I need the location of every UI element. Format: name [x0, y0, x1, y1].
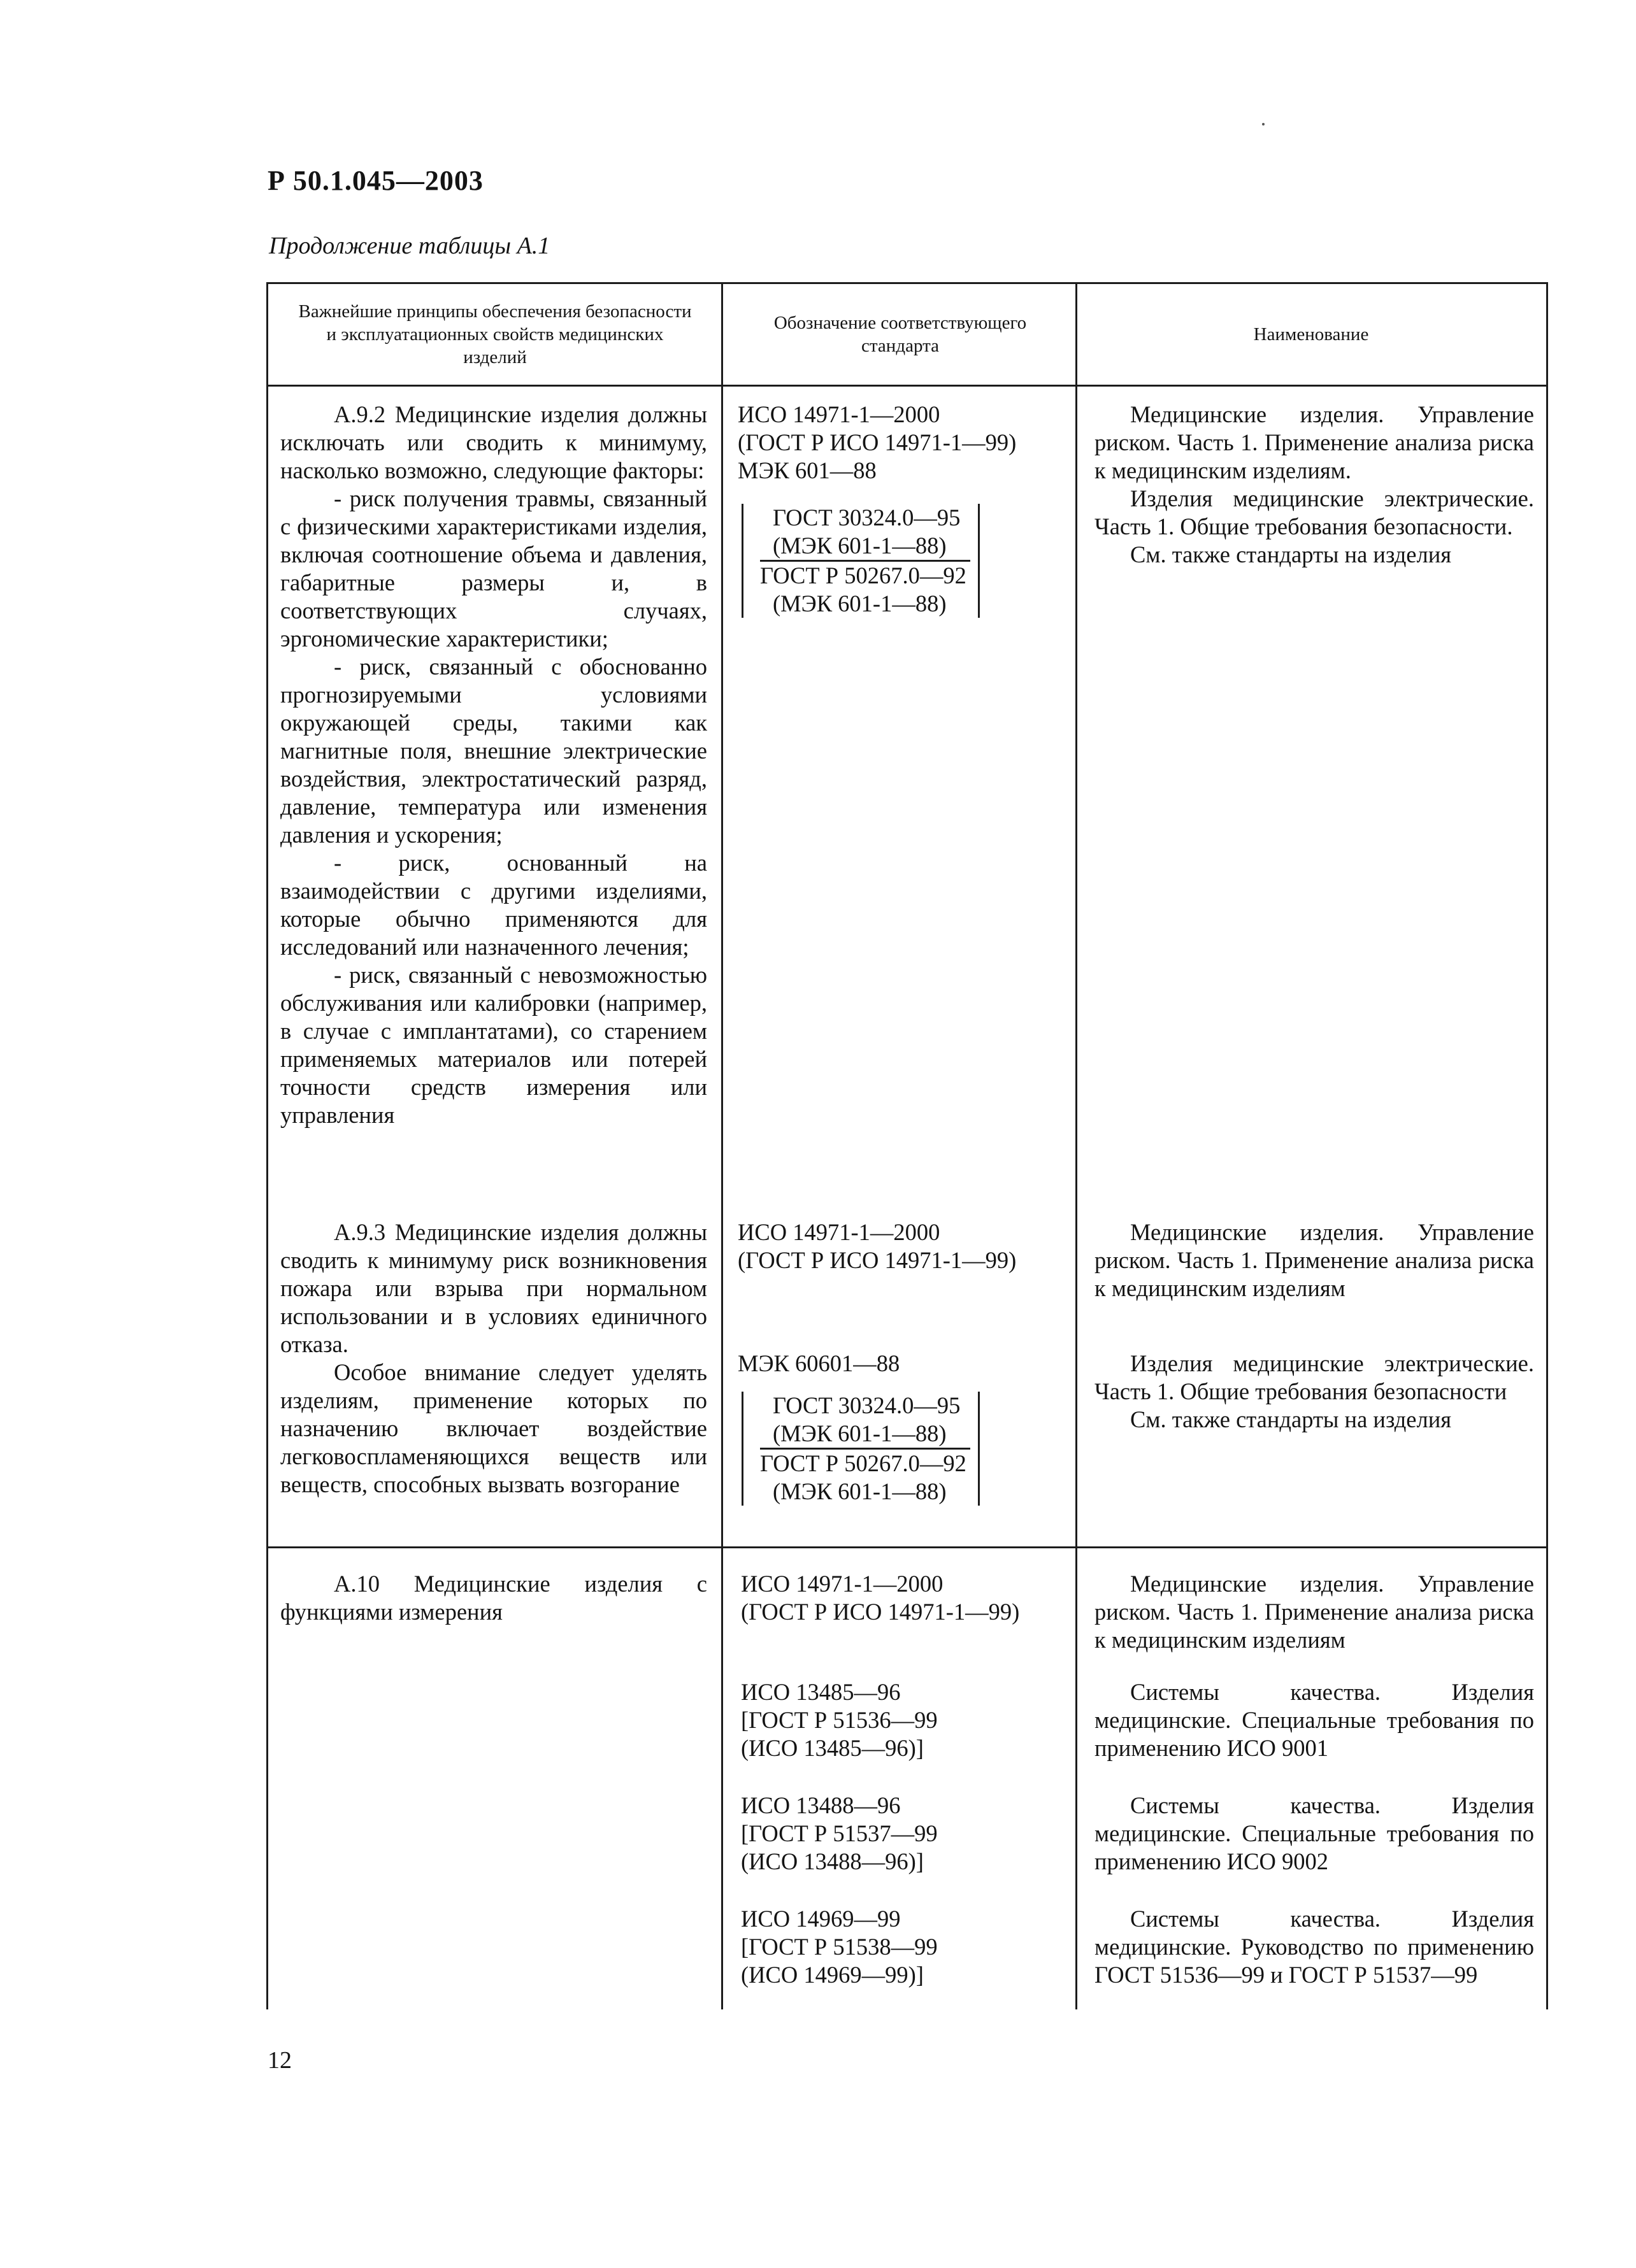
principle-text: - риск, связанный с невозможностью обслуживания или калибровки (например, в случае с имплантатами), со старением применяемых материалов или потерей точности средств измерения или управления: [280, 962, 707, 1128]
column-header-principles: Важнейшие принципы обеспечения безопасности и эксплуатационных свойств медицинских изделий: [298, 301, 692, 368]
principle-cell-a93: [280, 1218, 707, 1499]
standard-title: Медицинские изделия. Управление риском. Часть 1. Применение анализа риска к медицинским изделиям.: [1094, 401, 1534, 483]
standard-title: Медицинские изделия. Управление риском. Часть 1. Применение анализа риска к медицинским изделиям: [1094, 1571, 1534, 1653]
document-code: Р 50.1.045—2003: [268, 165, 484, 196]
standard-designation: [ГОСТ Р 51538—99: [741, 1934, 938, 1960]
standard-designation: (ГОСТ Р ИСО 14971-1—99): [738, 429, 1017, 455]
standard-cell-a10: [741, 1570, 1072, 1989]
standards-table: [266, 282, 1548, 2009]
name-cell-a93: [1094, 1218, 1534, 1434]
principle-text: - риск, основанный на взаимодействии с другими изделиями, которые обычно применяются для исследований или назначенного лечения;: [280, 850, 707, 960]
standard-designation: МЭК 601—88: [738, 457, 877, 483]
standard-cell-a93: [738, 1218, 1069, 1506]
standard-entry: [741, 1905, 1072, 1989]
principle-text: Особое внимание следует уделять изделиям, применение которых по назначению включает воздействие легковоспламеняющихся веществ или веществ, способных вызвать возгорание: [280, 1359, 707, 1497]
standard-designation: (МЭК 601-1—88): [773, 532, 947, 559]
standard-designation: ИСО 13485—96: [741, 1679, 901, 1705]
standard-designation: ИСО 13488—96: [741, 1792, 901, 1818]
bracketed-standards: [742, 1392, 980, 1506]
standard-entry: [741, 1570, 1072, 1626]
name-cell-a10: [1094, 1570, 1534, 1989]
column-header-name: Наименование: [1253, 324, 1369, 345]
standard-title: Системы качества. Изделия медицинские. Специальные требования по применению ИСО 9002: [1094, 1792, 1534, 1874]
standard-designation: (ГОСТ Р ИСО 14971-1—99): [738, 1247, 1017, 1273]
principle-text: - риск, связанный с обоснованно прогнозируемыми условиями окружающей среды, такими как магнитные поля, внешние электрические воздействия, электростатический разряд, давление, температура или изменения давления и ускорения;: [280, 653, 707, 848]
standard-designation: МЭК 60601—88: [738, 1350, 900, 1376]
standard-title: Системы качества. Изделия медицинские. Руководство по применению ГОСТ 51536—99 и ГОСТ Р 51537—99: [1094, 1906, 1534, 1988]
table-border-left: [266, 282, 268, 2009]
standard-designation: ГОСТ 30324.0—95: [773, 1392, 961, 1418]
standard-designation: (МЭК 601-1—88): [773, 1478, 947, 1504]
principle-cell-a10: [280, 1570, 707, 1626]
principle-text: А.10 Медицинские изделия с функциями измерения: [280, 1571, 707, 1625]
table-continuation-caption: Продолжение таблицы А.1: [269, 232, 550, 259]
principle-text: - риск получения травмы, связанный с физическими характеристиками изделия, включая соотношение объема и давления, габаритные размеры и, в соответствующих случаях, эргономические характеристики;: [280, 485, 707, 652]
header-divider: [266, 385, 1548, 387]
standard-designation: [ГОСТ Р 51536—99: [741, 1707, 938, 1733]
scan-speck: [1262, 123, 1265, 125]
row-divider: [266, 1546, 1548, 1548]
standard-designation: (МЭК 601-1—88): [773, 1420, 947, 1446]
principle-text: А.9.2 Медицинские изделия должны исключать или сводить к минимуму, насколько возможно, следующие факторы:: [280, 401, 707, 483]
column-divider-2: [1075, 282, 1077, 2009]
page-number: 12: [268, 2047, 292, 2074]
principle-cell-a92: [280, 401, 707, 1129]
standard-designation: ИСО 14971-1—2000: [741, 1571, 944, 1597]
name-cell-a92: [1094, 401, 1534, 569]
standard-entry: [741, 1678, 1072, 1762]
column-header-standard: Обозначение соответствующего стандарта: [773, 312, 1027, 356]
standard-designation: ГОСТ 30324.0—95: [773, 504, 961, 531]
standard-title: Изделия медицинские электрические. Часть 1. Общие требования безопасности: [1094, 1350, 1534, 1404]
standard-cell-a92: [738, 401, 1069, 618]
standard-designation: (ИСО 13488—96)]: [741, 1848, 924, 1874]
standard-designation: (ИСО 13485—96)]: [741, 1735, 924, 1761]
standard-title: Изделия медицинские электрические. Часть 1. Общие требования безопасности.: [1094, 485, 1534, 539]
standard-designation: ГОСТ Р 50267.0—92: [760, 562, 966, 588]
standard-entry: [741, 1792, 1072, 1876]
column-divider-1: [721, 282, 723, 2009]
standard-designation: ИСО 14971-1—2000: [738, 1219, 940, 1245]
principle-text: А.9.3 Медицинские изделия должны сводить к минимуму риск возникновения пожара или взрыва при нормальном использовании и в условиях единичного отказа.: [280, 1219, 707, 1357]
standard-designation: [ГОСТ Р 51537—99: [741, 1820, 938, 1846]
standard-title: Медицинские изделия. Управление риском. Часть 1. Применение анализа риска к медицинским изделиям: [1094, 1219, 1534, 1301]
standard-title: См. также стандарты на изделия: [1130, 541, 1452, 567]
standard-title: Системы качества. Изделия медицинские. Специальные требования по применению ИСО 9001: [1094, 1679, 1534, 1761]
table-border-right: [1546, 282, 1548, 2009]
standard-designation: (ГОСТ Р ИСО 14971-1—99): [741, 1599, 1020, 1625]
bracketed-standards: [742, 504, 980, 618]
standard-title: См. также стандарты на изделия: [1130, 1406, 1452, 1432]
standard-designation: ИСО 14969—99: [741, 1906, 901, 1932]
standard-designation: (ИСО 14969—99)]: [741, 1962, 924, 1988]
standard-designation: ГОСТ Р 50267.0—92: [760, 1450, 966, 1476]
standard-designation: (МЭК 601-1—88): [773, 590, 947, 617]
standard-designation: ИСО 14971-1—2000: [738, 401, 940, 427]
